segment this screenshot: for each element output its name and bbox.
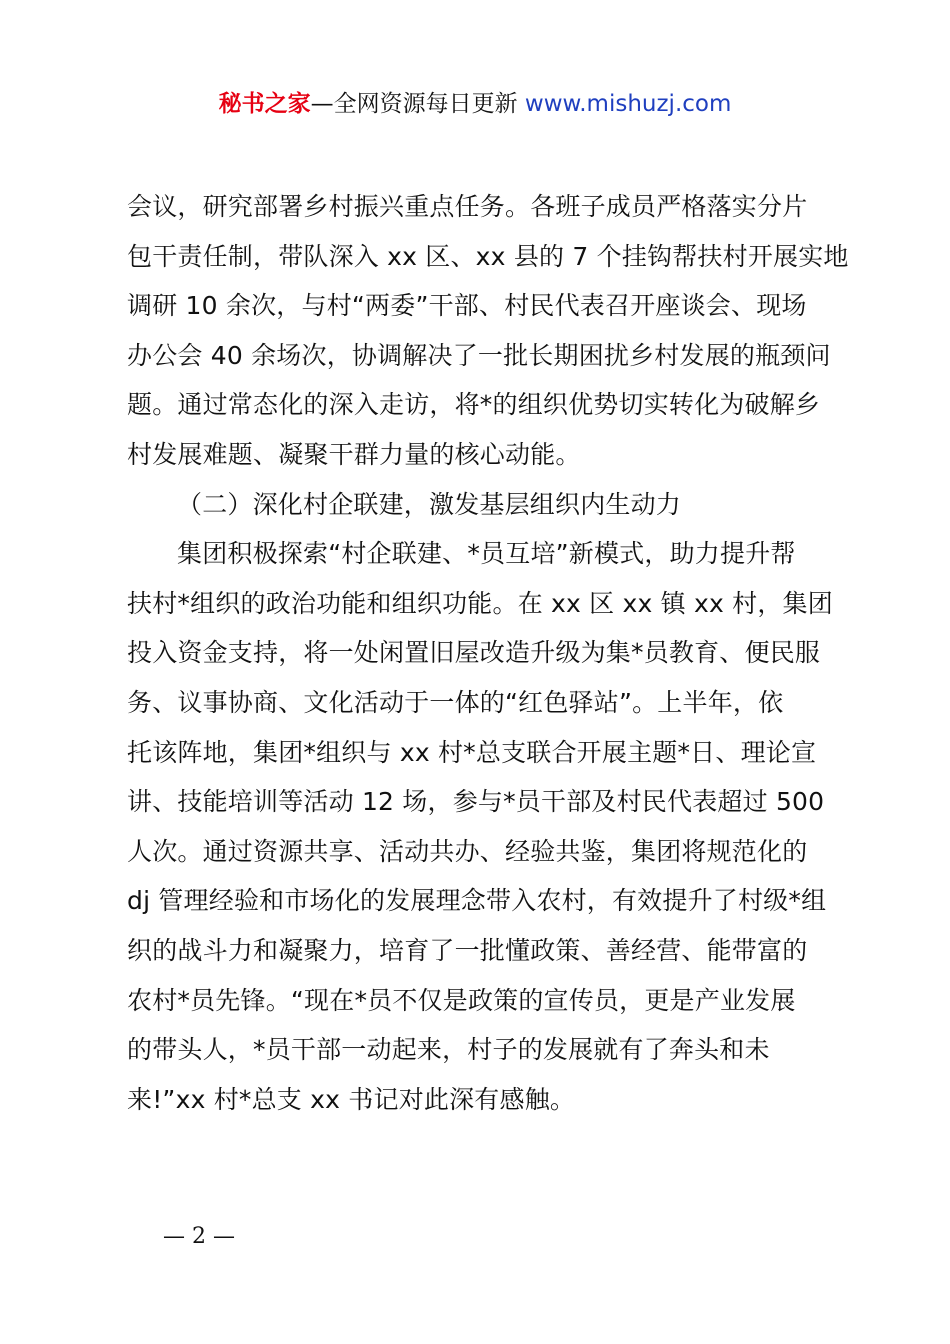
text-line: dj 管理经验和市场化的发展理念带入农村，有效提升了村级*组 [127, 886, 827, 916]
site-banner [0, 88, 950, 120]
text-line: 托该阵地，集团*组织与 xx 村*总支联合开展主题*日、理论宣 [127, 737, 817, 767]
text-line: 会议，研究部署乡村振兴重点任务。各班子成员严格落实分片 [127, 192, 808, 221]
text-line: 来!”xx 村*总支 xx 书记对此深有感触。 [127, 1084, 576, 1114]
text-line: 农村*员先锋。“现在*员不仅是政策的宣传员，更是产业发展 [127, 985, 796, 1015]
paragraph-village-enterprise [127, 529, 837, 1124]
text-line: 的带头人，*员干部一动起来，村子的发展就有了奔头和未 [127, 1035, 770, 1065]
text-line: 办公会 40 余场次，协调解决了一批长期困扰乡村发展的瓶颈问 [127, 340, 831, 370]
text-line: 投入资金支持，将一处闲置旧屋改造升级为集*员教育、便民服 [127, 638, 821, 668]
section-heading: （二）深化村企联建，激发基层组织内生动力 [177, 489, 682, 519]
document-body [127, 182, 849, 1124]
text-line: 包干责任制，带队深入 xx 区、xx 县的 7 个挂钩帮扶村开展实地 [127, 241, 849, 271]
paragraph-continued [127, 182, 849, 480]
text-line: 讲、技能培训等活动 12 场，参与*员干部及村民代表超过 500 [127, 787, 825, 817]
text-line: 调研 10 余次，与村“两委”干部、村民代表召开座谈会、现场 [127, 291, 807, 321]
text-line: 集团积极探索“村企联建、*员互培”新模式，助力提升帮 [177, 539, 796, 569]
text-line: 题。通过常态化的深入走访，将*的组织优势切实转化为破解乡 [127, 390, 821, 420]
text-line: 务、议事协商、文化活动于一体的“红色驿站”。上半年，依 [127, 687, 784, 717]
page-number: — 2 — [163, 1224, 235, 1249]
text-line: 村发展难题、凝聚干群力量的核心动能。 [127, 439, 581, 469]
banner-tagline: —全网资源每日更新 [310, 91, 525, 117]
brand-name: 秘书之家 [218, 91, 311, 117]
site-url-link[interactable]: www.mishuzj.com [524, 91, 732, 117]
text-line: 织的战斗力和凝聚力，培育了一批懂政策、善经营、能带富的 [127, 935, 808, 965]
text-line: 人次。通过资源共享、活动共办、经验共鉴，集团将规范化的 [127, 836, 808, 866]
text-line: 扶村*组织的政治功能和组织功能。在 xx 区 xx 镇 xx 村，集团 [127, 588, 833, 618]
